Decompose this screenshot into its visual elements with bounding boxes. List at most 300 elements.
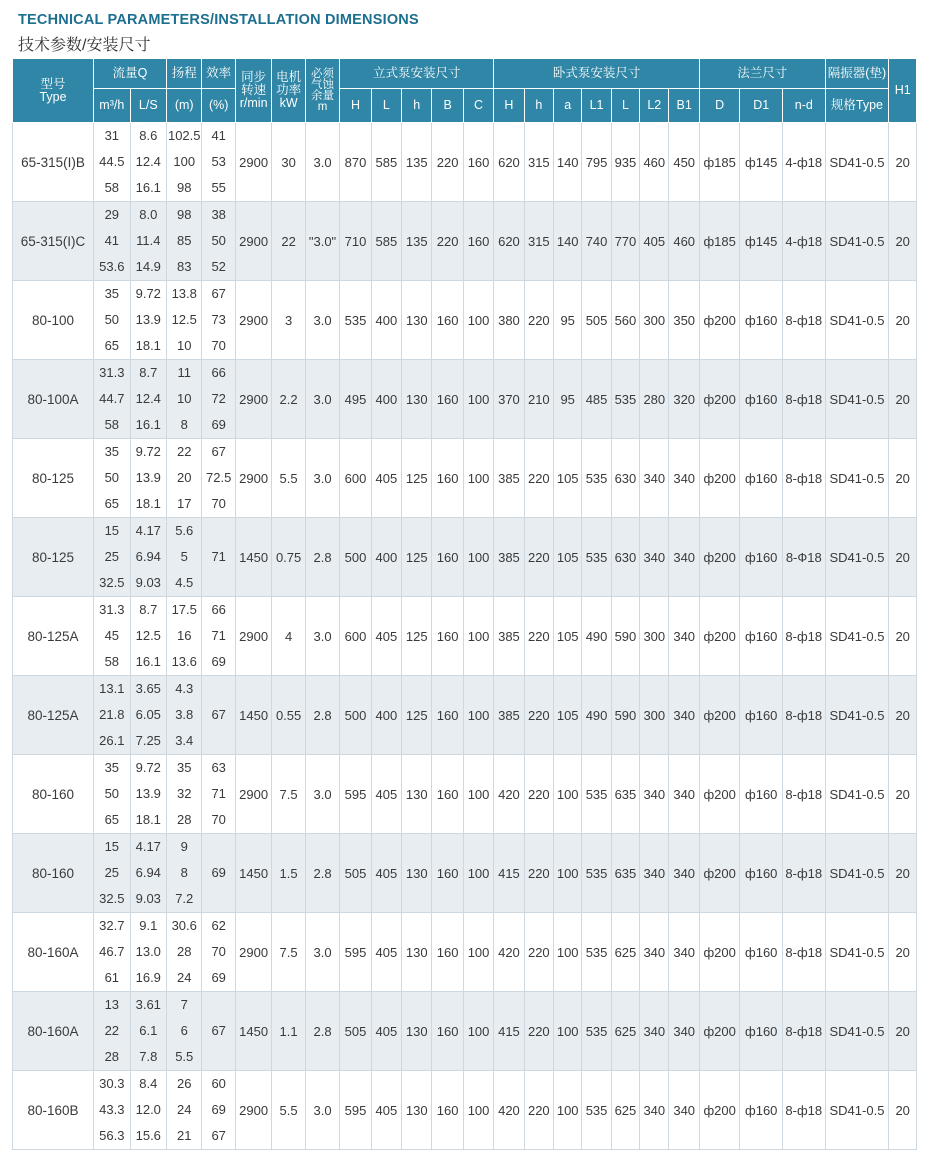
- cell-hB1: 340: [669, 439, 699, 518]
- cell-vh: 130: [402, 913, 432, 992]
- cell-vh: 130: [402, 281, 432, 360]
- cell-hh: 220: [524, 281, 553, 360]
- cell-iso: SD41-0.5: [825, 360, 889, 439]
- cell-hh: 220: [524, 597, 553, 676]
- header-f-D1: D1: [740, 89, 783, 123]
- cell-nd: 4-ф18: [782, 123, 825, 202]
- cell-flow_m3-value: 25: [104, 865, 120, 880]
- cell-type: 65-315(I)C: [13, 202, 94, 281]
- cell-D: ф200: [699, 597, 740, 676]
- cell-D1: ф160: [740, 518, 783, 597]
- cell-vh: 125: [402, 439, 432, 518]
- cell-eff: [202, 676, 235, 755]
- cell-eff-value: 66: [211, 602, 226, 617]
- cell-flow_m3-value: 31.3: [99, 365, 125, 380]
- cell-head-value: 100: [173, 154, 196, 169]
- cell-flow_m3-value: 15: [104, 523, 120, 538]
- cell-H1: 20: [889, 755, 917, 834]
- cell-flow_m3-value: 50: [104, 470, 120, 485]
- cell-H1: 20: [889, 518, 917, 597]
- cell-hL2: 340: [640, 518, 669, 597]
- cell-hH: 380: [494, 281, 524, 360]
- cell-iso: SD41-0.5: [825, 1071, 889, 1150]
- cell-flow_ls: [130, 834, 166, 913]
- cell-flow_ls: [130, 202, 166, 281]
- cell-hB1: 340: [669, 597, 699, 676]
- cell-type: 80-160A: [13, 913, 94, 992]
- cell-flow_m3-value: 46.7: [99, 944, 125, 959]
- cell-nd: 8-ф18: [782, 597, 825, 676]
- cell-flow_ls: [130, 360, 166, 439]
- cell-ha: 100: [554, 913, 582, 992]
- cell-flow_m3: [94, 834, 130, 913]
- header-power: 电机 功率 kW: [272, 59, 305, 123]
- cell-speed: 1450: [235, 676, 271, 755]
- cell-flow_ls-value: 3.65: [135, 681, 161, 696]
- cell-eff-value: 52: [211, 259, 226, 274]
- cell-flow_ls-value: 16.1: [135, 417, 161, 432]
- cell-iso: SD41-0.5: [825, 676, 889, 755]
- cell-type: 80-160B: [13, 1071, 94, 1150]
- cell-flow_m3: [94, 1071, 130, 1150]
- cell-hH: 385: [494, 439, 524, 518]
- cell-hL2: 340: [640, 992, 669, 1071]
- cell-speed: 2900: [235, 360, 271, 439]
- cell-flow_m3-value: 32.7: [99, 918, 125, 933]
- cell-npsh: 3.0: [305, 597, 339, 676]
- cell-power: 7.5: [272, 913, 305, 992]
- cell-type: 80-100: [13, 281, 94, 360]
- cell-ha: 105: [554, 597, 582, 676]
- cell-head-value: 28: [177, 812, 192, 827]
- cell-nd: 8-ф18: [782, 1071, 825, 1150]
- cell-flow_m3-value: 21.8: [99, 707, 125, 722]
- cell-flow_ls-value: 18.1: [135, 812, 161, 827]
- header-h-h: h: [524, 89, 553, 123]
- cell-flow_m3-value: 35: [104, 286, 120, 301]
- cell-hH: 620: [494, 202, 524, 281]
- cell-flow_ls-value: 16.9: [135, 970, 161, 985]
- cell-head-value: 4.5: [175, 575, 194, 590]
- header-eff-unit: (%): [202, 89, 235, 123]
- cell-type: 80-160: [13, 834, 94, 913]
- cell-flow_ls-value: 9.03: [135, 891, 161, 906]
- cell-flow_ls-value: 3.61: [135, 997, 161, 1012]
- table-row: [13, 834, 917, 913]
- cell-vh: 130: [402, 360, 432, 439]
- cell-vL: 405: [371, 834, 401, 913]
- cell-head-value: 12.5: [171, 312, 197, 327]
- cell-eff-value: 41: [211, 128, 226, 143]
- header-h-a: a: [554, 89, 582, 123]
- cell-flow_m3: [94, 518, 130, 597]
- cell-npsh: 2.8: [305, 992, 339, 1071]
- cell-head-value: 85: [177, 233, 192, 248]
- header-h-L2: L2: [640, 89, 669, 123]
- table-row: [13, 518, 917, 597]
- cell-head: [167, 1071, 202, 1150]
- cell-flow_m3: [94, 360, 130, 439]
- cell-type: 80-125: [13, 439, 94, 518]
- cell-iso: SD41-0.5: [825, 281, 889, 360]
- cell-hH: 415: [494, 834, 524, 913]
- cell-head-value: 8: [180, 417, 188, 432]
- cell-H1: 20: [889, 360, 917, 439]
- cell-flow_m3-value: 58: [104, 180, 120, 195]
- cell-head-value: 26: [177, 1076, 192, 1091]
- cell-flow_m3-value: 58: [104, 417, 120, 432]
- cell-head-value: 35: [177, 760, 192, 775]
- cell-vL: 405: [371, 992, 401, 1071]
- cell-eff-value: 69: [211, 865, 226, 880]
- cell-eff: [202, 202, 235, 281]
- header-v-H: H: [340, 89, 371, 123]
- cell-power: 30: [272, 123, 305, 202]
- cell-vC: 100: [463, 834, 493, 913]
- cell-nd: 8-ф18: [782, 834, 825, 913]
- cell-eff: [202, 992, 235, 1071]
- cell-D1: ф160: [740, 1071, 783, 1150]
- table-row: [13, 597, 917, 676]
- header-horizontal: 卧式泵安装尺寸: [494, 59, 700, 89]
- cell-power: 0.75: [272, 518, 305, 597]
- cell-eff-value: [202, 886, 234, 912]
- cell-ha: 105: [554, 676, 582, 755]
- header-v-L: L: [371, 89, 401, 123]
- header-head: 扬程: [167, 59, 202, 89]
- cell-hL2: 340: [640, 913, 669, 992]
- cell-hL: 935: [611, 123, 639, 202]
- cell-vC: 160: [463, 202, 493, 281]
- cell-flow_ls-value: 6.05: [135, 707, 161, 722]
- cell-vh: 125: [402, 676, 432, 755]
- cell-head-value: 5.6: [175, 523, 194, 538]
- cell-head-value: 28: [177, 944, 192, 959]
- cell-iso: SD41-0.5: [825, 597, 889, 676]
- cell-head-value: 8: [180, 865, 188, 880]
- cell-flow_ls: [130, 676, 166, 755]
- page-title: TECHNICAL PARAMETERS/INSTALLATION DIMENSIONS: [18, 12, 419, 28]
- cell-npsh: 3.0: [305, 281, 339, 360]
- cell-flow_ls: [130, 913, 166, 992]
- table-row: [13, 676, 917, 755]
- table-row: [13, 202, 917, 281]
- cell-ha: 95: [554, 281, 582, 360]
- cell-vL: 400: [371, 281, 401, 360]
- cell-H1: 20: [889, 1071, 917, 1150]
- cell-flow_m3-value: 31: [104, 128, 120, 143]
- header-flow: 流量Q: [94, 59, 167, 89]
- cell-vL: 405: [371, 755, 401, 834]
- cell-hL1: 795: [582, 123, 611, 202]
- cell-eff-value: 67: [211, 707, 226, 722]
- cell-eff-value: 53: [211, 154, 226, 169]
- cell-flow_m3-value: 50: [104, 786, 120, 801]
- header-h1: H1: [889, 59, 917, 123]
- cell-hH: 370: [494, 360, 524, 439]
- cell-nd: 8-ф18: [782, 992, 825, 1071]
- cell-D1: ф160: [740, 676, 783, 755]
- cell-H1: 20: [889, 913, 917, 992]
- cell-hL2: 405: [640, 202, 669, 281]
- cell-hL1: 535: [582, 913, 611, 992]
- cell-power: 22: [272, 202, 305, 281]
- cell-eff-value: 69: [211, 417, 226, 432]
- cell-head: [167, 755, 202, 834]
- cell-head-value: 98: [177, 207, 192, 222]
- cell-D: ф200: [699, 913, 740, 992]
- cell-head-value: 5.5: [175, 1049, 194, 1064]
- cell-head: [167, 676, 202, 755]
- cell-head-value: 102.5: [167, 128, 201, 143]
- cell-vh: 130: [402, 834, 432, 913]
- cell-head-value: 7: [180, 997, 188, 1012]
- cell-flow_m3-value: 44.7: [99, 391, 125, 406]
- cell-power: 1.1: [272, 992, 305, 1071]
- cell-head: [167, 518, 202, 597]
- cell-flow_ls-value: 16.1: [135, 180, 161, 195]
- cell-hL1: 505: [582, 281, 611, 360]
- cell-eff: [202, 518, 235, 597]
- cell-flow_m3-value: 65: [104, 812, 120, 827]
- cell-flow_m3-value: 32.5: [99, 891, 125, 906]
- cell-eff-value: 67: [211, 1023, 226, 1038]
- cell-flow_m3-value: 61: [104, 970, 120, 985]
- cell-eff: [202, 1071, 235, 1150]
- cell-vB: 160: [432, 597, 463, 676]
- cell-iso: SD41-0.5: [825, 913, 889, 992]
- cell-type: 80-100A: [13, 360, 94, 439]
- cell-eff-value: 72.5: [206, 470, 232, 485]
- header-f-nd: n-d: [782, 89, 825, 123]
- cell-hH: 420: [494, 755, 524, 834]
- cell-ha: 100: [554, 1071, 582, 1150]
- cell-eff-value: 73: [211, 312, 226, 327]
- cell-vC: 100: [463, 439, 493, 518]
- cell-head-value: 98: [177, 180, 192, 195]
- cell-vC: 100: [463, 676, 493, 755]
- cell-flow_ls-value: 6.94: [135, 549, 161, 564]
- cell-power: 0.55: [272, 676, 305, 755]
- cell-npsh: 3.0: [305, 1071, 339, 1150]
- cell-flow_ls-value: 16.1: [135, 654, 161, 669]
- cell-hL1: 490: [582, 597, 611, 676]
- cell-eff-value: 50: [211, 233, 226, 248]
- cell-eff-value: [202, 570, 234, 596]
- cell-flow_ls-value: 15.6: [135, 1128, 161, 1143]
- cell-npsh: 3.0: [305, 913, 339, 992]
- cell-vC: 100: [463, 913, 493, 992]
- cell-hL2: 280: [640, 360, 669, 439]
- cell-ha: 100: [554, 992, 582, 1071]
- cell-eff-value: 70: [211, 944, 226, 959]
- cell-flow_ls: [130, 439, 166, 518]
- cell-H1: 20: [889, 834, 917, 913]
- cell-hh: 315: [524, 202, 553, 281]
- cell-head-value: 83: [177, 259, 192, 274]
- cell-vB: 220: [432, 123, 463, 202]
- cell-flow_m3: [94, 439, 130, 518]
- cell-flow_ls-value: 7.8: [139, 1049, 158, 1064]
- cell-D1: ф160: [740, 597, 783, 676]
- cell-flow_ls-value: 4.17: [135, 839, 161, 854]
- cell-hH: 620: [494, 123, 524, 202]
- cell-D: ф200: [699, 755, 740, 834]
- header-v-B: B: [432, 89, 463, 123]
- table-row: [13, 1071, 917, 1150]
- cell-eff-value: 38: [211, 207, 226, 222]
- cell-hL1: 535: [582, 439, 611, 518]
- cell-eff-value: 63: [211, 760, 226, 775]
- cell-D1: ф145: [740, 202, 783, 281]
- cell-head: [167, 202, 202, 281]
- cell-flow_ls-value: 6.94: [135, 865, 161, 880]
- cell-npsh: 3.0: [305, 439, 339, 518]
- cell-head: [167, 597, 202, 676]
- cell-hL2: 300: [640, 597, 669, 676]
- cell-vH: 600: [340, 439, 371, 518]
- cell-vL: 400: [371, 518, 401, 597]
- cell-ha: 95: [554, 360, 582, 439]
- cell-vB: 160: [432, 281, 463, 360]
- cell-flow_m3-value: 53.6: [99, 259, 125, 274]
- cell-vB: 160: [432, 913, 463, 992]
- cell-head-value: 30.6: [171, 918, 197, 933]
- cell-vL: 585: [371, 123, 401, 202]
- cell-flow_m3-value: 31.3: [99, 602, 125, 617]
- cell-hB1: 340: [669, 518, 699, 597]
- cell-vB: 160: [432, 834, 463, 913]
- cell-hL2: 300: [640, 281, 669, 360]
- cell-flow_m3-value: 29: [104, 207, 120, 222]
- cell-flow_m3: [94, 755, 130, 834]
- cell-flow_m3-value: 65: [104, 338, 120, 353]
- cell-hL: 630: [611, 439, 639, 518]
- cell-eff-value: 70: [211, 812, 226, 827]
- header-type: 型号 Type: [13, 59, 94, 123]
- cell-eff: [202, 439, 235, 518]
- cell-type: 80-125: [13, 518, 94, 597]
- cell-flow_m3: [94, 281, 130, 360]
- cell-flow_ls-value: 12.5: [135, 628, 161, 643]
- header-speed: 同步 转速 r/min: [235, 59, 271, 123]
- cell-hL1: 535: [582, 834, 611, 913]
- cell-ha: 140: [554, 123, 582, 202]
- cell-iso: SD41-0.5: [825, 202, 889, 281]
- cell-nd: 8-ф18: [782, 439, 825, 518]
- cell-type: 80-160: [13, 755, 94, 834]
- cell-iso: SD41-0.5: [825, 518, 889, 597]
- cell-flow_ls-value: 7.25: [135, 733, 161, 748]
- cell-vB: 160: [432, 1071, 463, 1150]
- table-row: [13, 360, 917, 439]
- cell-flow_m3-value: 13.1: [99, 681, 125, 696]
- cell-head-value: 3.4: [175, 733, 194, 748]
- cell-nd: 8-ф18: [782, 676, 825, 755]
- cell-vC: 100: [463, 360, 493, 439]
- header-isolator-type: 规格Type: [825, 89, 889, 123]
- cell-vH: 500: [340, 676, 371, 755]
- cell-hB1: 340: [669, 834, 699, 913]
- cell-eff-value: 71: [211, 786, 226, 801]
- cell-hL1: 740: [582, 202, 611, 281]
- cell-eff-value: [202, 834, 234, 860]
- header-f-D: D: [699, 89, 740, 123]
- cell-hL: 535: [611, 360, 639, 439]
- cell-flow_ls-value: 8.7: [139, 602, 158, 617]
- cell-vH: 870: [340, 123, 371, 202]
- cell-power: 1.5: [272, 834, 305, 913]
- cell-power: 5.5: [272, 439, 305, 518]
- cell-eff-value: [202, 1044, 234, 1070]
- cell-flow_ls: [130, 518, 166, 597]
- cell-eff-value: [202, 518, 234, 544]
- cell-hh: 315: [524, 123, 553, 202]
- cell-vh: 125: [402, 518, 432, 597]
- cell-D: ф200: [699, 518, 740, 597]
- cell-speed: 2900: [235, 597, 271, 676]
- cell-head-value: 16: [177, 628, 192, 643]
- cell-flow_m3-value: 32.5: [99, 575, 125, 590]
- cell-D1: ф160: [740, 360, 783, 439]
- cell-head-value: 10: [177, 338, 192, 353]
- cell-D1: ф145: [740, 123, 783, 202]
- cell-vB: 160: [432, 439, 463, 518]
- cell-hh: 220: [524, 992, 553, 1071]
- cell-eff-value: 72: [211, 391, 226, 406]
- cell-vH: 595: [340, 1071, 371, 1150]
- cell-eff-value: 55: [211, 180, 226, 195]
- cell-flow_ls: [130, 992, 166, 1071]
- cell-eff-value: 70: [211, 496, 226, 511]
- cell-speed: 1450: [235, 518, 271, 597]
- header-flow-ls: L/S: [130, 89, 166, 123]
- cell-hh: 210: [524, 360, 553, 439]
- cell-nd: 8-ф18: [782, 281, 825, 360]
- cell-vC: 100: [463, 597, 493, 676]
- header-flow-m3h: m³/h: [94, 89, 130, 123]
- cell-ha: 100: [554, 834, 582, 913]
- cell-D1: ф160: [740, 992, 783, 1071]
- cell-H1: 20: [889, 439, 917, 518]
- cell-head-value: 21: [177, 1128, 192, 1143]
- cell-eff: [202, 755, 235, 834]
- cell-vH: 595: [340, 755, 371, 834]
- cell-eff-value: 71: [211, 549, 226, 564]
- cell-hH: 420: [494, 913, 524, 992]
- cell-hL1: 535: [582, 992, 611, 1071]
- cell-D: ф200: [699, 360, 740, 439]
- cell-vH: 505: [340, 834, 371, 913]
- cell-vC: 100: [463, 992, 493, 1071]
- cell-vL: 400: [371, 676, 401, 755]
- cell-D: ф200: [699, 992, 740, 1071]
- cell-hh: 220: [524, 439, 553, 518]
- cell-type: 80-160A: [13, 992, 94, 1071]
- cell-eff-value: [202, 676, 234, 702]
- cell-head-value: 9: [180, 839, 188, 854]
- cell-head: [167, 123, 202, 202]
- cell-vH: 505: [340, 992, 371, 1071]
- cell-flow_ls-value: 13.9: [135, 470, 161, 485]
- cell-speed: 2900: [235, 439, 271, 518]
- cell-flow_m3: [94, 676, 130, 755]
- cell-flow_ls-value: 12.4: [135, 154, 161, 169]
- cell-head-value: 6: [180, 1023, 188, 1038]
- cell-D: ф200: [699, 1071, 740, 1150]
- header-head-unit: (m): [167, 89, 202, 123]
- table-row: [13, 439, 917, 518]
